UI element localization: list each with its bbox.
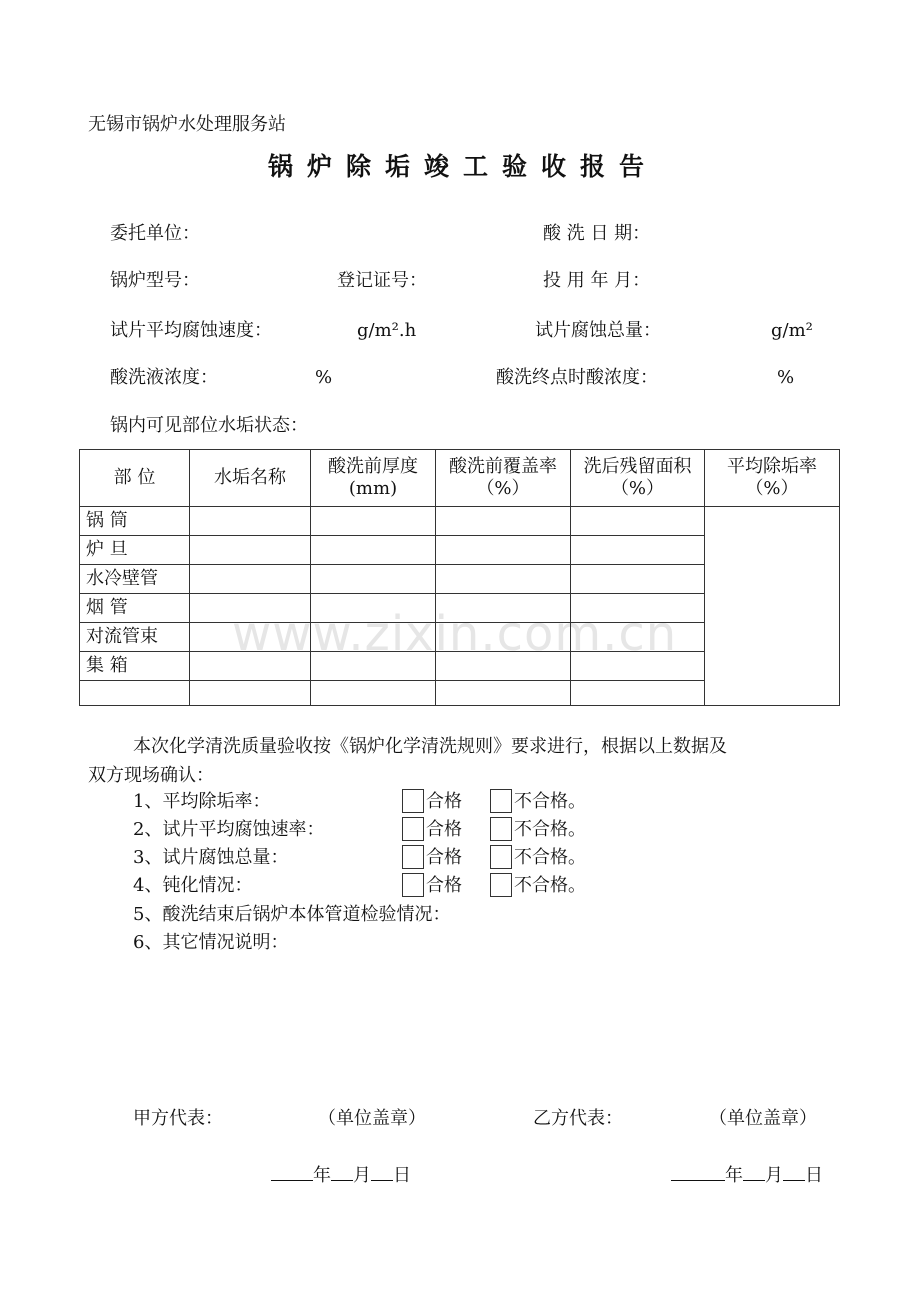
criterion-label: 4、钝化情况： xyxy=(133,875,253,896)
pickle-date-label: 酸 洗 日 期： xyxy=(543,223,651,244)
header-residual: 洗后残留面积（%） xyxy=(571,450,705,507)
year-label: 年 xyxy=(313,1165,331,1186)
pass-label: 合格 xyxy=(426,847,462,868)
day-blank[interactable] xyxy=(371,1160,393,1181)
party-b-stamp: （单位盖章） xyxy=(709,1108,817,1129)
scale-table xyxy=(79,449,840,706)
cell xyxy=(190,652,311,681)
fail-checkbox[interactable] xyxy=(490,817,512,841)
fail-label: 不合格。 xyxy=(514,875,586,896)
year-blank[interactable] xyxy=(271,1160,313,1181)
cell xyxy=(190,623,311,652)
row-position: 水冷壁管 xyxy=(80,565,190,594)
fail-label: 不合格。 xyxy=(514,791,586,812)
day-label: 日 xyxy=(805,1165,823,1186)
cell xyxy=(571,652,705,681)
cell xyxy=(311,507,436,536)
table-row xyxy=(80,507,840,536)
cell xyxy=(311,565,436,594)
acid-concentration-label: 酸洗液浓度： xyxy=(110,367,218,388)
cell xyxy=(436,652,571,681)
cell xyxy=(571,623,705,652)
cell xyxy=(436,565,571,594)
corrosion-total-unit: g/m² xyxy=(771,320,813,341)
cell xyxy=(436,536,571,565)
conclusion-intro: 本次化学清洗质量验收按《锅炉化学清洗规则》要求进行，根据以上数据及 xyxy=(133,736,727,757)
day-blank[interactable] xyxy=(783,1160,805,1181)
fail-checkbox[interactable] xyxy=(490,845,512,869)
cell xyxy=(311,536,436,565)
header-scale-name: 水垢名称 xyxy=(190,450,311,507)
inspection-item: 5、酸洗结束后锅炉本体管道检验情况： xyxy=(133,904,451,925)
cell xyxy=(571,594,705,623)
cell xyxy=(571,681,705,706)
table-header-row xyxy=(80,450,840,507)
other-notes-item: 6、其它情况说明： xyxy=(133,932,289,953)
watermark: www.zixin.com.cn xyxy=(232,606,678,662)
year-label: 年 xyxy=(725,1165,743,1186)
boiler-model-label: 锅炉型号： xyxy=(110,270,200,291)
fail-checkbox[interactable] xyxy=(490,789,512,813)
removal-rate-cell xyxy=(705,507,840,706)
pass-label: 合格 xyxy=(426,819,462,840)
end-concentration-unit: % xyxy=(777,367,795,388)
year-blank[interactable] xyxy=(671,1160,725,1181)
fail-label: 不合格。 xyxy=(514,819,586,840)
cell xyxy=(190,536,311,565)
header-removal-rate: 平均除垢率（%） xyxy=(705,450,840,507)
cell xyxy=(311,594,436,623)
pass-label: 合格 xyxy=(426,875,462,896)
cell xyxy=(190,565,311,594)
cell xyxy=(436,623,571,652)
criterion-label: 2、试片平均腐蚀速率： xyxy=(133,819,325,840)
fail-label: 不合格。 xyxy=(514,847,586,868)
corrosion-rate-label: 试片平均腐蚀速度： xyxy=(110,320,272,341)
acid-concentration-unit: % xyxy=(315,367,333,388)
header-thickness: 酸洗前厚度(mm) xyxy=(311,450,436,507)
cell xyxy=(311,652,436,681)
corrosion-rate-unit: g/m².h xyxy=(357,320,417,341)
row-position: 对流管束 xyxy=(80,623,190,652)
party-a-stamp: （单位盖章） xyxy=(318,1108,426,1129)
header-position: 部 位 xyxy=(80,450,190,507)
row-position: 集 箱 xyxy=(80,652,190,681)
pass-label: 合格 xyxy=(426,791,462,812)
criterion-label: 3、试片腐蚀总量： xyxy=(133,847,289,868)
client-label: 委托单位： xyxy=(110,223,200,244)
day-label: 日 xyxy=(393,1165,411,1186)
month-label: 月 xyxy=(765,1165,783,1186)
cell xyxy=(190,507,311,536)
party-a-label: 甲方代表： xyxy=(133,1108,223,1129)
registration-label: 登记证号： xyxy=(337,270,427,291)
header-coverage: 酸洗前覆盖率（%） xyxy=(436,450,571,507)
end-concentration-label: 酸洗终点时酸浓度： xyxy=(496,367,658,388)
month-blank[interactable] xyxy=(331,1160,353,1181)
cell xyxy=(571,536,705,565)
row-position: 锅 筒 xyxy=(80,507,190,536)
cell xyxy=(311,681,436,706)
row-position xyxy=(80,681,190,706)
cell xyxy=(311,623,436,652)
report-title: 锅炉除垢竣工验收报告 xyxy=(268,152,659,181)
cell xyxy=(571,565,705,594)
cell xyxy=(571,507,705,536)
row-position: 炉 旦 xyxy=(80,536,190,565)
corrosion-total-label: 试片腐蚀总量： xyxy=(535,320,661,341)
scale-state-label: 锅内可见部位水垢状态： xyxy=(110,415,308,436)
service-date-label: 投 用 年 月： xyxy=(543,270,651,291)
pass-checkbox[interactable] xyxy=(402,845,424,869)
party-b-label: 乙方代表： xyxy=(533,1108,623,1129)
cell xyxy=(190,594,311,623)
cell xyxy=(190,681,311,706)
month-blank[interactable] xyxy=(743,1160,765,1181)
criterion-label: 1、平均除垢率： xyxy=(133,791,271,812)
party-b-date xyxy=(671,1160,823,1188)
cell xyxy=(436,507,571,536)
conclusion-intro-cont: 双方现场确认： xyxy=(88,765,214,786)
party-a-date xyxy=(271,1160,411,1188)
pass-checkbox[interactable] xyxy=(402,789,424,813)
cell xyxy=(436,594,571,623)
fail-checkbox[interactable] xyxy=(490,873,512,897)
pass-checkbox[interactable] xyxy=(402,873,424,897)
cell xyxy=(436,681,571,706)
organization-name: 无锡市锅炉水处理服务站 xyxy=(88,114,286,135)
month-label: 月 xyxy=(353,1165,371,1186)
pass-checkbox[interactable] xyxy=(402,817,424,841)
row-position: 烟 管 xyxy=(80,594,190,623)
